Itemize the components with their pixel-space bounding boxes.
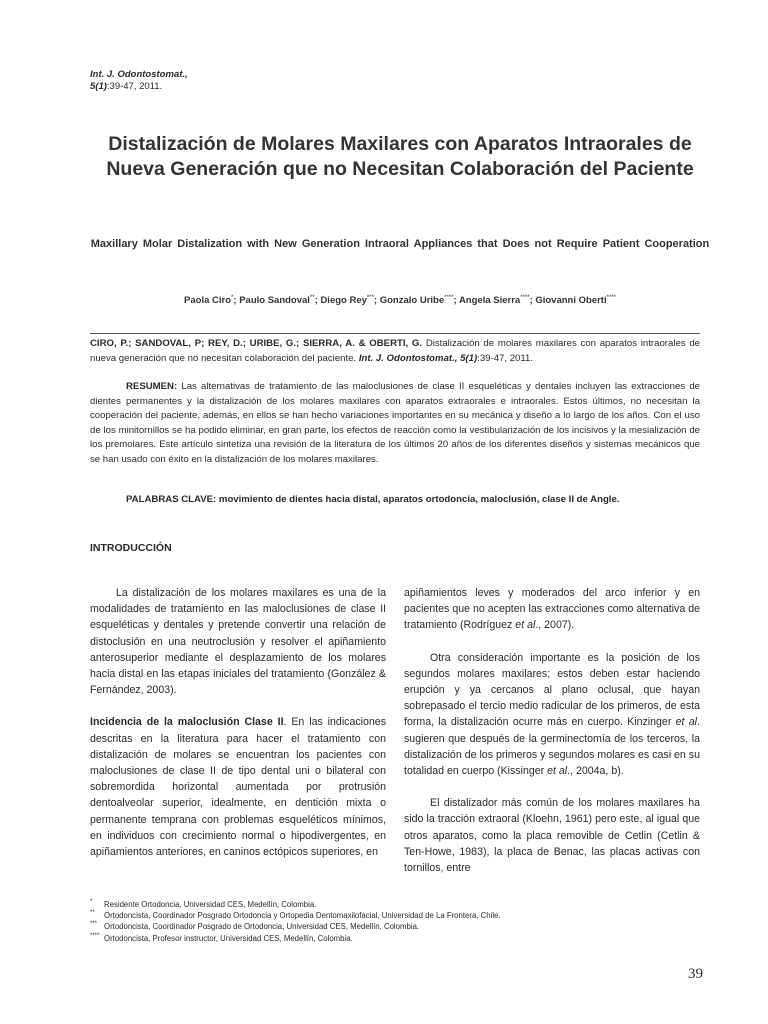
et-al: et al — [675, 716, 698, 729]
journal-reference — [90, 69, 188, 93]
keywords: PALABRAS CLAVE: movimiento de dientes hacia distal, aparatos ortodoncia, maloclusión, clase II de Angle. — [126, 494, 620, 505]
author-name: Diego Rey — [320, 295, 367, 307]
footnote-mark: * — [90, 899, 93, 905]
footnote-mark: ** — [90, 910, 95, 917]
author-mark: * — [231, 295, 234, 301]
journal-volume: 5(1) — [90, 81, 107, 92]
right-column — [404, 585, 700, 876]
paragraph — [90, 714, 386, 860]
citation-pages: :39-47, 2011. — [477, 352, 533, 364]
paragraph: La distalización de los molares maxilares es una de la modalidades de tratamiento en las maloclusiones de clase II esqueléticas y dentales y pretende convertir una relación de distoclusión en una neutroclusión y resolver el apiñamiento anterosuperior mediante el desplazamiento de los molares hacia distal en las etapas iniciales del tratamiento (González & Fernández, 2003). — [90, 587, 386, 697]
subsection-heading: Incidencia de la maloclusión Clase II — [90, 716, 284, 729]
citation-block — [90, 337, 700, 366]
footnote — [90, 921, 710, 932]
author-name: Paola Ciro — [184, 295, 232, 307]
author-mark: **** — [520, 295, 530, 301]
footnote-mark: *** — [90, 921, 98, 928]
journal-pages: :39-47, 2011. — [106, 81, 163, 92]
citation-text: Distalización de molares maxilares con aparatos intraorales de nueva generación que no necesitan colaboración del paciente. — [90, 338, 701, 364]
abstract-text: Las alternativas de tratamiento de las maloclusiones de clase II esqueléticas y dentales incluyen las extracciones de dientes permanentes y la distalización de los molares maxilares con aparatos extraorales e intraorales. Estos últimos, no necesitan la cooperación del paciente, además, en ellos se han hecho variaciones importantes en su mecánica y diseño a lo largo de los años. Con el uso de los minitornillos se ha podido eliminar, en gran parte, los efectos de reacción como la vestibularización de los incisivos y la mesialización de los premolares. Este artículo sintetiza una revisión de la literatura de los últimos 20 años de los diferentes diseños y sistemas mecánicos que se han usado con éxito en la distalización de los molares maxilares. — [90, 381, 700, 465]
header-divider — [90, 333, 700, 334]
author-mark: *** — [366, 295, 374, 301]
footnote-mark: **** — [90, 932, 100, 939]
journal-volume-line — [90, 81, 188, 93]
footnotes — [90, 899, 710, 944]
paragraph: El distalizador más común de los molares maxilares ha sido la tracción extraoral (Kloehn, 1961) pero este, al igual que otros aparatos, como la placa removible de Cetlin (Cetlin & Ten-Howe, 1983), la placa de Benac, las placas activas con tornillos, entre — [404, 797, 700, 875]
author-mark: ** — [309, 295, 315, 301]
et-al: et al — [515, 619, 536, 632]
paragraph — [404, 650, 700, 780]
author-name: Gonzalo Uribe — [379, 295, 445, 307]
paragraph-text: . sugieren que después de la germinectomía de los terceros, la distalización de los primeros y segundos molares es casi en su totalidad en cuerpo (Kissinger — [404, 716, 700, 778]
citation-journal: Int. J. Odontostomat., 5(1) — [358, 352, 478, 364]
paragraph-text: ., 2007). — [535, 619, 575, 632]
abstract — [90, 380, 700, 468]
author-mark: **** — [606, 295, 616, 301]
author-name: Giovanni Oberti — [535, 295, 607, 307]
footnote-text: Ortodoncista, Profesor instructor, Universidad CES, Medellín, Colombia. — [104, 933, 353, 943]
section-heading-introduccion: INTRODUCCIÓN — [90, 542, 172, 554]
paragraph-text: ., 2004a, b). — [567, 765, 624, 778]
page-number: 39 — [688, 966, 703, 982]
footnote — [90, 899, 710, 910]
author-name: Angela Sierra — [458, 295, 521, 307]
footnote — [90, 933, 710, 944]
author-name: Paulo Sandoval — [239, 295, 310, 307]
footnote-text: Ortodoncista, Coordinador Posgrado de Ortodoncia, Universidad CES, Medellín, Colombia. — [104, 922, 420, 932]
et-al: et al — [547, 765, 568, 778]
author-mark: **** — [444, 295, 454, 301]
paragraph-text: Otra consideración importante es la posición de los segundos molares maxilares; estos deben estar haciendo erupción y ya cercanos al plano oclusal, que hayan sobrepasado el tercio medio radicular de los primeros, de esta forma, la distalización ocurre más en cuerpo. Kinzinger — [404, 651, 700, 729]
article-title: Distalización de Molares Maxilares con Aparatos Intraorales de Nueva Generación que no Necesitan Colaboración del Paciente — [106, 133, 694, 180]
left-column — [90, 585, 386, 860]
paragraph-text: . En las indicaciones descritas en la literatura para hacer el tratamiento con distalización de molares se encuentran los pacientes con maloclusiones de clase II de tipo dental uni o bilateral con sobremordida horizontal aumentada por protrusión dentoalveolar superior, idealmente, en dentición mixta o permanente temprana con problemas esqueléticos mínimos, en individuos con crecimiento normal o hipodivergentes, en apiñamientos anteriores, en caninos ectópicos superiores, en — [90, 716, 386, 859]
journal-name: Int. J. Odontostomat., — [90, 69, 188, 80]
footnote — [90, 910, 710, 921]
footnote-text: Residente Ortodoncia, Universidad CES, Medellín, Colombia. — [104, 900, 317, 909]
author-list: Paola Ciro*; Paulo Sandoval**; Diego Rey***; Gonzalo Uribe****; Angela Sierra****; Giovanni Oberti**** — [184, 295, 616, 307]
abstract-label: RESUMEN: — [126, 381, 178, 392]
citation-authors: CIRO, P.; SANDOVAL, P; REY, D.; URIBE, G.; SIERRA, A. & OBERTI, G. — [90, 338, 423, 349]
footnote-text: Ortodoncista, Coordinador Posgrado Ortodoncia y Ortopedia Dentomaxilofacial, Universidad de La Frontera, Chile. — [104, 911, 501, 921]
paragraph — [404, 585, 700, 634]
paragraph-text: apiñamientos leves y moderados del arco inferior y en pacientes que no acepten las extracciones como alternativa de tratamiento (Rodríguez — [404, 587, 700, 632]
article-subtitle: Maxillary Molar Distalization with New Generation Intraoral Appliances that Does not Require Patient Cooperation — [90, 238, 710, 250]
